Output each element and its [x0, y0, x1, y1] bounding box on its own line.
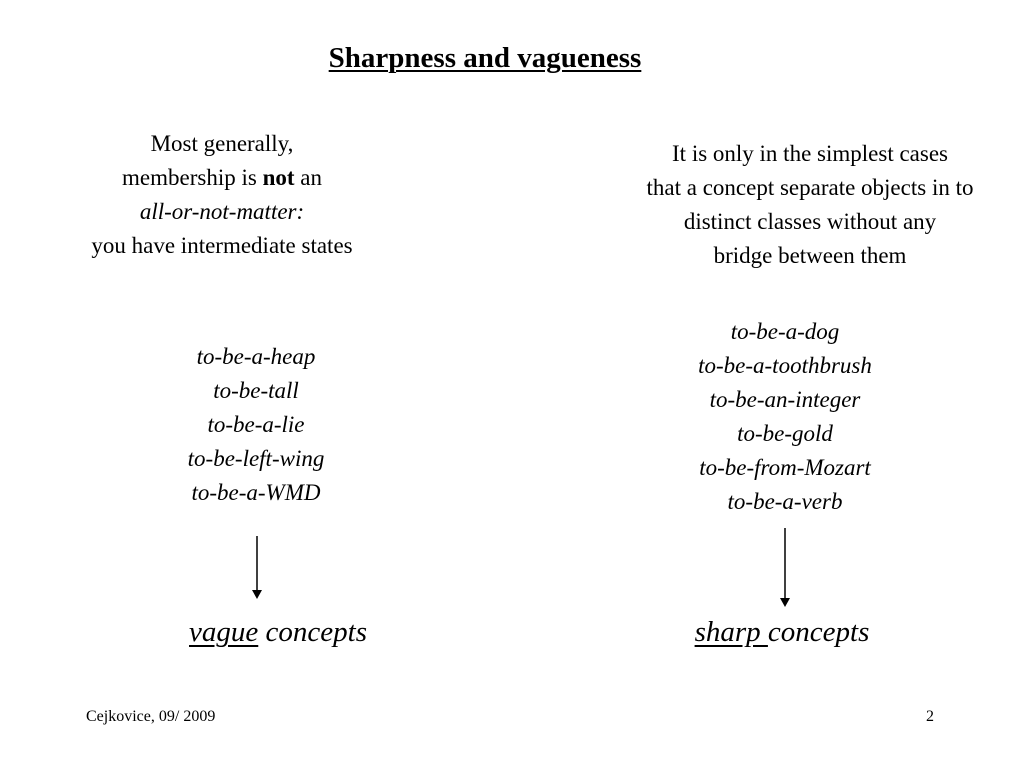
list-item: to-be-left-wing [187, 446, 325, 471]
right-intro-line: bridge between them [713, 243, 907, 268]
left-intro-bold-word: not [262, 165, 295, 190]
sharp-word: sharp [694, 616, 768, 648]
right-intro-line: It is only in the simplest cases [672, 141, 948, 166]
sharp-examples-list [630, 315, 940, 519]
right-intro-text [600, 137, 1020, 273]
left-intro-text [32, 127, 412, 263]
concepts-word: concepts [767, 616, 870, 648]
list-item: to-be-gold [737, 421, 833, 446]
slide-number: 2 [926, 708, 934, 725]
vague-concepts-label [100, 616, 456, 649]
left-intro-line: Most generally, [150, 131, 294, 156]
left-intro-line2-pre: membership is [122, 165, 263, 190]
list-item: to-be-a-WMD [191, 480, 321, 505]
list-item: to-be-a-lie [207, 412, 305, 437]
list-item: to-be-a-dog [730, 319, 840, 344]
vague-examples-list [100, 340, 412, 510]
vague-word: vague [189, 616, 259, 648]
footer-location-date: Cejkovice, 09/ 2009 [86, 708, 216, 725]
left-intro-line: all-or-not-matter: [139, 199, 305, 224]
left-intro-line: you have intermediate states [91, 233, 353, 258]
list-item: to-be-an-integer [709, 387, 861, 412]
list-item: to-be-a-toothbrush [698, 353, 872, 378]
left-intro-line [32, 161, 412, 195]
list-item: to-be-tall [213, 378, 299, 403]
sharp-concepts-label [610, 616, 954, 649]
slide-title: Sharpness and vagueness [328, 42, 642, 74]
right-intro-line: that a concept separate objects in to [646, 175, 974, 200]
down-arrow-icon [247, 536, 267, 600]
down-arrow-icon [775, 528, 795, 608]
list-item: to-be-from-Mozart [699, 455, 871, 480]
list-item: to-be-a-verb [727, 489, 843, 514]
left-intro-line2-post: an [294, 165, 322, 190]
concepts-word: concepts [258, 616, 367, 648]
right-intro-line: distinct classes without any [683, 209, 937, 234]
list-item: to-be-a-heap [196, 344, 316, 369]
